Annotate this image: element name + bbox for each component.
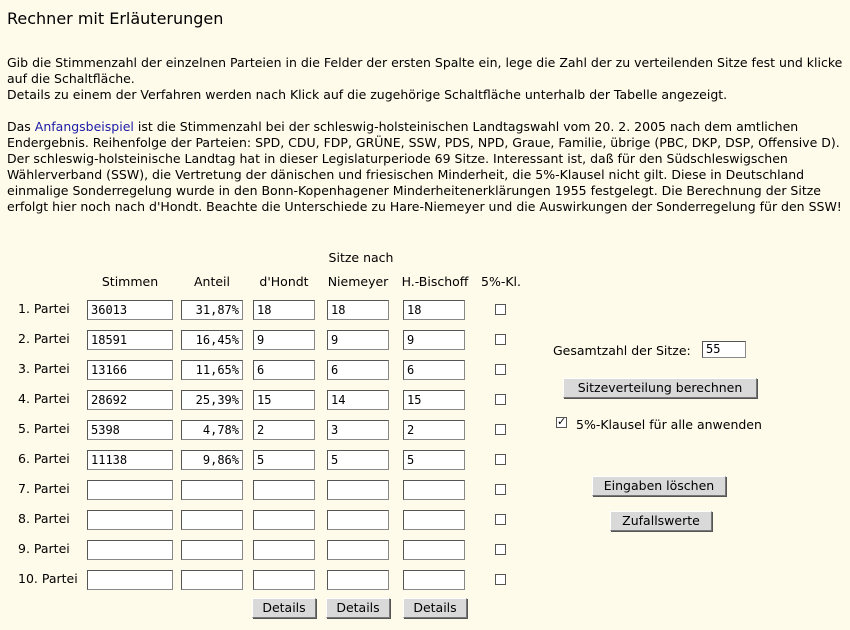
stimmen-input[interactable]: 18591 bbox=[87, 330, 173, 350]
zufallswerte-button[interactable]: Zufallswerte bbox=[610, 511, 712, 531]
hbischoff-field[interactable] bbox=[403, 510, 465, 530]
hbischoff-field[interactable]: 6 bbox=[403, 360, 465, 380]
klausel-all-checkbox[interactable] bbox=[556, 417, 567, 428]
party-label: 2. Partei bbox=[18, 331, 70, 346]
example-text: ist die Stimmenzahl bei der schleswig-holsteinischen Landtagswahl vom 20. 2. 2005 nach dem amtlichen Endergebnis. Reihenfolge der Parteien: SPD, CDU, FDP, GRÜNE, SSW, PDS, NPD, Graue, Familie, übrige (PBC, DKP, DSP, Offensive D). Der schleswig-holsteinische Landtag hat in dieser Legislaturperiode 69 Sitze. Interessant ist, daß für den Südschleswigschen Wählerverband (SSW), die Vertretung der dänischen und friesischen Minderheit, die 5%-Klausel nicht gilt. Diese in Deutschland einmalige Sonderregelung wurde in den Bonn-Kopenhagener Minderheitenerklärungen 1955 festgelegt. Die Berechnung der Sitze erfolgt hier noch nach d'Hondt. Beachte die Unterschiede zu Hare-Niemeyer und die Auswirkungen der Sonderregelung für den SSW! bbox=[7, 119, 842, 214]
anteil-field[interactable]: 31,87% bbox=[181, 300, 243, 320]
anteil-field[interactable] bbox=[181, 510, 243, 530]
eingaben-loeschen-button[interactable]: Eingaben löschen bbox=[592, 476, 726, 496]
dhondt-field[interactable] bbox=[253, 540, 315, 560]
klausel-checkbox[interactable] bbox=[495, 364, 506, 375]
dhondt-field[interactable] bbox=[253, 510, 315, 530]
dhondt-field[interactable] bbox=[253, 480, 315, 500]
niemeyer-field[interactable]: 14 bbox=[327, 390, 389, 410]
dhondt-field[interactable]: 15 bbox=[253, 390, 315, 410]
hbischoff-field[interactable]: 5 bbox=[403, 450, 465, 470]
header-stimmen: Stimmen bbox=[101, 274, 159, 289]
klausel-checkbox[interactable] bbox=[495, 424, 506, 435]
niemeyer-field[interactable]: 3 bbox=[327, 420, 389, 440]
hbischoff-field[interactable]: 18 bbox=[403, 300, 465, 320]
klausel-checkbox[interactable] bbox=[495, 304, 506, 315]
sitze-nach-header: Sitze nach bbox=[328, 250, 394, 265]
header-klausel: 5%-Kl. bbox=[481, 274, 521, 289]
hbischoff-field[interactable]: 2 bbox=[403, 420, 465, 440]
klausel-checkbox[interactable] bbox=[495, 394, 506, 405]
header-niemeyer: Niemeyer bbox=[327, 274, 389, 289]
niemeyer-field[interactable] bbox=[327, 480, 389, 500]
niemeyer-field[interactable]: 9 bbox=[327, 330, 389, 350]
anteil-field[interactable] bbox=[181, 540, 243, 560]
example-description bbox=[7, 119, 845, 215]
page-title: Rechner mit Erläuterungen bbox=[7, 9, 224, 28]
stimmen-input[interactable]: 11138 bbox=[87, 450, 173, 470]
anteil-field[interactable]: 11,65% bbox=[181, 360, 243, 380]
hbischoff-field[interactable]: 9 bbox=[403, 330, 465, 350]
stimmen-input[interactable] bbox=[87, 570, 173, 590]
dhondt-field[interactable]: 18 bbox=[253, 300, 315, 320]
hbischoff-field[interactable] bbox=[403, 570, 465, 590]
dhondt-field[interactable]: 9 bbox=[253, 330, 315, 350]
anteil-field[interactable] bbox=[181, 480, 243, 500]
anteil-field[interactable] bbox=[181, 570, 243, 590]
anteil-field[interactable]: 16,45% bbox=[181, 330, 243, 350]
party-label: 3. Partei bbox=[18, 361, 70, 376]
niemeyer-field[interactable] bbox=[327, 540, 389, 560]
party-label: 1. Partei bbox=[18, 301, 70, 316]
hbischoff-field[interactable]: 15 bbox=[403, 390, 465, 410]
stimmen-input[interactable]: 5398 bbox=[87, 420, 173, 440]
klausel-all-label: 5%-Klausel für alle anwenden bbox=[576, 417, 762, 432]
anteil-field[interactable]: 9,86% bbox=[181, 450, 243, 470]
gesamtzahl-input[interactable]: 55 bbox=[702, 341, 746, 358]
details-niemeyer-button[interactable]: Details bbox=[326, 598, 390, 618]
dhondt-field[interactable]: 5 bbox=[253, 450, 315, 470]
party-label: 6. Partei bbox=[18, 451, 70, 466]
niemeyer-field[interactable]: 5 bbox=[327, 450, 389, 470]
header-hbischoff: H.-Bischoff bbox=[401, 274, 469, 289]
niemeyer-field[interactable]: 6 bbox=[327, 360, 389, 380]
stimmen-input[interactable] bbox=[87, 540, 173, 560]
party-label: 5. Partei bbox=[18, 421, 70, 436]
sitzeverteilung-berechnen-button[interactable]: Sitzeverteilung berechnen bbox=[563, 378, 757, 398]
klausel-checkbox[interactable] bbox=[495, 454, 506, 465]
dhondt-field[interactable]: 6 bbox=[253, 360, 315, 380]
klausel-checkbox[interactable] bbox=[495, 334, 506, 345]
hbischoff-field[interactable] bbox=[403, 540, 465, 560]
stimmen-input[interactable]: 36013 bbox=[87, 300, 173, 320]
party-label: 7. Partei bbox=[18, 481, 70, 496]
hbischoff-field[interactable] bbox=[403, 480, 465, 500]
klausel-checkbox[interactable] bbox=[495, 514, 506, 525]
instructions-line2: Details zu einem der Verfahren werden nach Klick auf die zugehörige Schaltfläche unterhalb der Tabelle angezeigt. bbox=[7, 87, 728, 102]
niemeyer-field[interactable] bbox=[327, 510, 389, 530]
party-label: 4. Partei bbox=[18, 391, 70, 406]
example-link[interactable]: Anfangsbeispiel bbox=[34, 119, 134, 134]
klausel-checkbox[interactable] bbox=[495, 574, 506, 585]
stimmen-input[interactable] bbox=[87, 480, 173, 500]
party-label: 10. Partei bbox=[18, 571, 78, 586]
instructions-line1: Gib die Stimmenzahl der einzelnen Parteien in die Felder der ersten Spalte ein, lege die Zahl der zu verteilenden Sitze fest und klicke auf die Schaltfläche. bbox=[7, 55, 843, 86]
dhondt-field[interactable] bbox=[253, 570, 315, 590]
stimmen-input[interactable]: 13166 bbox=[87, 360, 173, 380]
gesamtzahl-label: Gesamtzahl der Sitze: bbox=[553, 343, 691, 358]
anteil-field[interactable]: 25,39% bbox=[181, 390, 243, 410]
niemeyer-field[interactable]: 18 bbox=[327, 300, 389, 320]
instructions bbox=[7, 55, 845, 103]
klausel-checkbox[interactable] bbox=[495, 484, 506, 495]
details-dhondt-button[interactable]: Details bbox=[252, 598, 316, 618]
stimmen-input[interactable]: 28692 bbox=[87, 390, 173, 410]
dhondt-field[interactable]: 2 bbox=[253, 420, 315, 440]
klausel-checkbox[interactable] bbox=[495, 544, 506, 555]
header-anteil: Anteil bbox=[193, 274, 230, 289]
example-prefix: Das bbox=[7, 119, 35, 134]
niemeyer-field[interactable] bbox=[327, 570, 389, 590]
party-label: 9. Partei bbox=[18, 541, 70, 556]
details-hbischoff-button[interactable]: Details bbox=[403, 598, 467, 618]
stimmen-input[interactable] bbox=[87, 510, 173, 530]
header-dhondt: d'Hondt bbox=[259, 274, 309, 289]
party-label: 8. Partei bbox=[18, 511, 70, 526]
anteil-field[interactable]: 4,78% bbox=[181, 420, 243, 440]
